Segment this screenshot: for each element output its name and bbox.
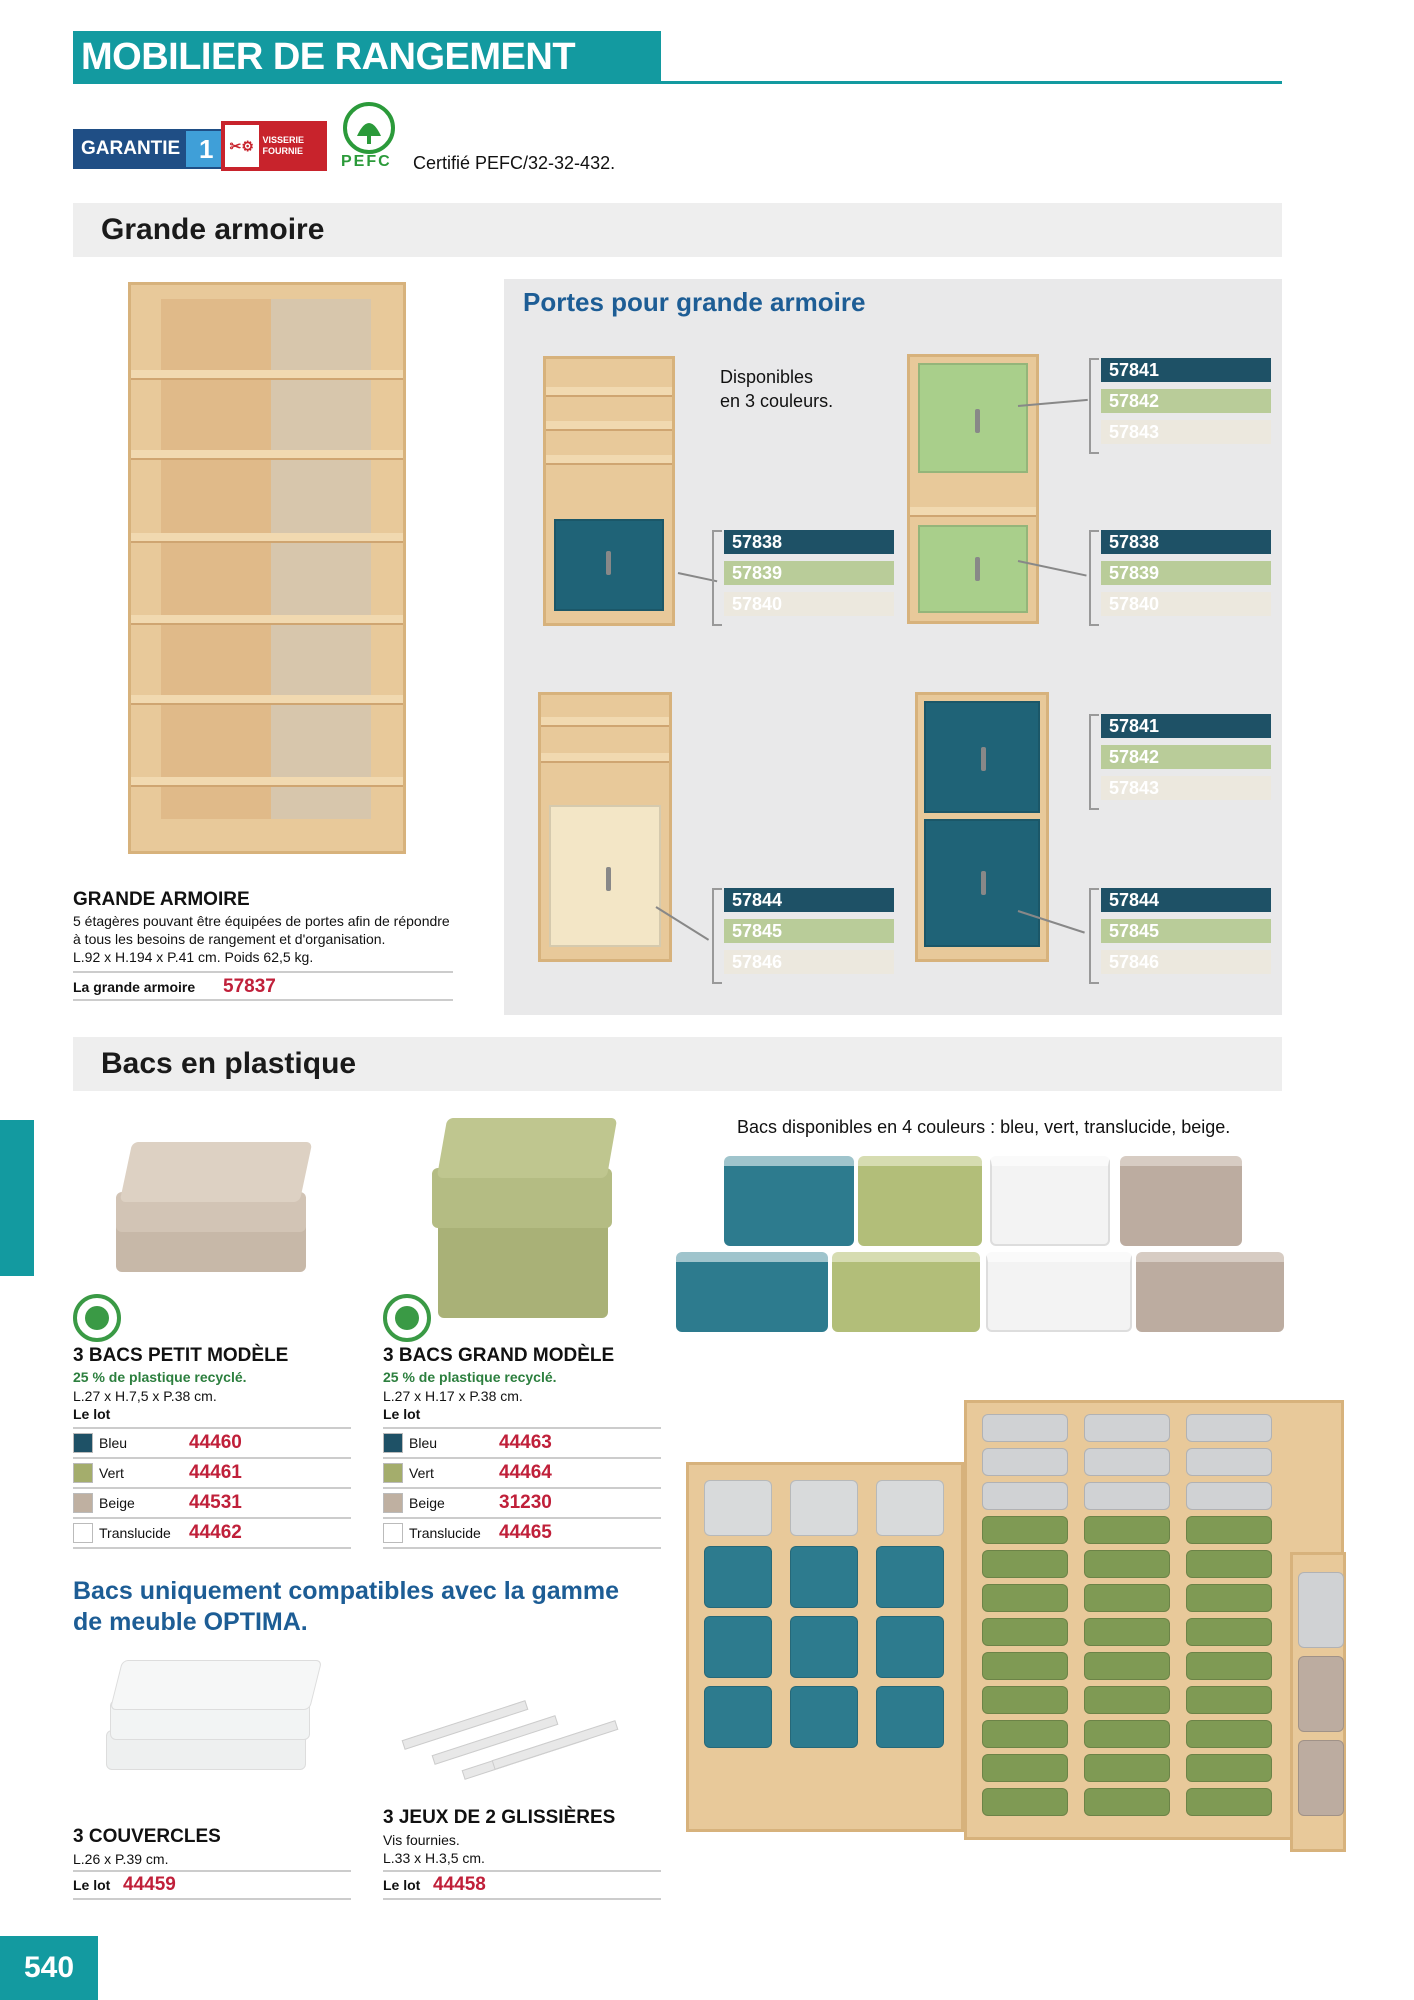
storage-bin [982, 1720, 1068, 1748]
storage-bin [1084, 1448, 1170, 1476]
door-code: 57845 [724, 919, 894, 943]
storage-bin [1186, 1720, 1272, 1748]
armoire-desc-line-3: L.92 x H.194 x P.41 cm. Poids 62,5 kg. [73, 949, 314, 965]
glissieres-image [400, 1680, 640, 1790]
color-row [73, 1489, 351, 1519]
couvercles-code: 44459 [123, 1874, 176, 1895]
visserie-badge [221, 121, 327, 171]
storage-bin [1084, 1584, 1170, 1612]
door-code-group [724, 530, 894, 623]
page-title: MOBILIER DE RANGEMENT [73, 31, 661, 83]
door-code-group [1101, 888, 1271, 981]
couvercles-lot: Le lot [73, 1877, 111, 1893]
bins-four-colors-image [676, 1148, 1284, 1342]
storage-bin [1084, 1652, 1170, 1680]
storage-bin [1186, 1414, 1272, 1442]
bracket [1089, 888, 1099, 984]
color-name: Bleu [409, 1435, 438, 1451]
door-code-group [1101, 530, 1271, 623]
storage-bin [982, 1516, 1068, 1544]
storage-bin [1186, 1788, 1272, 1816]
color-swatch [383, 1463, 403, 1483]
grand-name: 3 BACS GRAND MODÈLE [383, 1345, 615, 1366]
note-line-1: Disponibles [720, 367, 814, 387]
door-code: 57843 [1101, 776, 1271, 800]
color-name: Translucide [409, 1525, 481, 1541]
bins-colors-note: Bacs disponibles en 4 couleurs : bleu, vert, translucide, beige. [737, 1117, 1231, 1137]
petit-lot: Le lot [73, 1406, 111, 1422]
color-swatch [73, 1463, 93, 1483]
door-code: 57838 [1101, 530, 1271, 554]
pefc-logo-icon [341, 102, 397, 158]
color-swatch [383, 1523, 403, 1543]
bracket [1089, 358, 1099, 454]
armoire-desc-line-1: 5 étagères pouvant être équipées de portes afin de répondre [73, 913, 450, 929]
storage-bin [704, 1480, 772, 1536]
door-code: 57844 [1101, 888, 1271, 912]
petit-recycled: 25 % de plastique recyclé. [73, 1369, 247, 1385]
couvercles-image [96, 1660, 326, 1800]
page-number: 540 [0, 1936, 98, 2000]
door-code: 57842 [1101, 389, 1271, 413]
grande-armoire-image [128, 282, 406, 854]
storage-bin [1186, 1516, 1272, 1544]
grand-dims: L.27 x H.17 x P.38 cm. [383, 1388, 523, 1404]
side-tab [0, 1120, 34, 1276]
color-row [73, 1429, 351, 1459]
door-code: 57841 [1101, 714, 1271, 738]
glissieres-ref [383, 1870, 661, 1900]
door-code: 57845 [1101, 919, 1271, 943]
garantie-label: GARANTIE [81, 138, 181, 159]
cabinet-green-doors-image [907, 354, 1039, 624]
door-code: 57840 [1101, 592, 1271, 616]
color-code: 44461 [189, 1462, 242, 1483]
petit-dims: L.27 x H.7,5 x P.38 cm. [73, 1388, 217, 1404]
door-code: 57844 [724, 888, 894, 912]
glissieres-desc-1: Vis fournies. [383, 1832, 460, 1848]
storage-bin [982, 1482, 1068, 1510]
storage-bin [1084, 1516, 1170, 1544]
storage-bin [790, 1686, 858, 1748]
storage-bin [982, 1448, 1068, 1476]
door-code: 57839 [1101, 561, 1271, 585]
tools-icon: ✂⚙ [225, 125, 259, 167]
storage-bin [1084, 1550, 1170, 1578]
armoire-ref [73, 975, 453, 1001]
grand-color-table [383, 1427, 661, 1549]
couvercles-dims: L.26 x P.39 cm. [73, 1851, 169, 1867]
storage-bin [704, 1616, 772, 1678]
doors-title: Portes pour grande armoire [523, 287, 866, 317]
door-code-group [724, 888, 894, 981]
glissieres-name: 3 JEUX DE 2 GLISSIÈRES [383, 1807, 616, 1828]
storage-bin [982, 1414, 1068, 1442]
color-code: 44465 [499, 1522, 552, 1543]
title-underline [73, 81, 1282, 84]
storage-bin [790, 1480, 858, 1536]
storage-bin [1084, 1618, 1170, 1646]
storage-bin [982, 1550, 1068, 1578]
optima-line-2: de meuble OPTIMA. [73, 1608, 308, 1636]
bracket [1089, 714, 1099, 810]
petit-bacs-image [116, 1142, 312, 1312]
storage-bin [1186, 1686, 1272, 1714]
grand-lot: Le lot [383, 1406, 421, 1422]
storage-bin [704, 1686, 772, 1748]
color-code: 44463 [499, 1432, 552, 1453]
storage-bin [1084, 1720, 1170, 1748]
garantie-years: 1 [186, 131, 226, 167]
garantie-badge [73, 129, 228, 169]
storage-bin [876, 1616, 944, 1678]
storage-bin [982, 1754, 1068, 1782]
storage-bin [1084, 1754, 1170, 1782]
storage-bin [1186, 1618, 1272, 1646]
optima-furniture-image [686, 1400, 1346, 1890]
color-code: 44460 [189, 1432, 242, 1453]
cabinet-low-door-image [543, 356, 675, 626]
armoire-ref-code: 57837 [223, 976, 276, 997]
color-code: 44462 [189, 1522, 242, 1543]
color-swatch [73, 1493, 93, 1513]
color-code: 44464 [499, 1462, 552, 1483]
door-code: 57839 [724, 561, 894, 585]
armoire-ref-label: La grande armoire [73, 979, 196, 995]
armoire-desc-line-2: à tous les besoins de rangement et d'organisation. [73, 931, 386, 947]
storage-bin [982, 1788, 1068, 1816]
color-swatch [383, 1493, 403, 1513]
optima-line-1: Bacs uniquement compatibles avec la gamme [73, 1577, 620, 1605]
color-code: 44531 [189, 1492, 242, 1513]
storage-bin [704, 1546, 772, 1608]
section-heading-bacs: Bacs en plastique [73, 1037, 1282, 1091]
grand-bacs-image [428, 1118, 624, 1328]
storage-bin [1298, 1572, 1344, 1648]
couvercles-ref [73, 1870, 351, 1900]
armoire-description [73, 912, 463, 966]
optima-compatibility-title [73, 1576, 619, 1638]
bracket [1089, 530, 1099, 626]
divider [73, 971, 453, 973]
color-row [383, 1489, 661, 1519]
grand-recycled: 25 % de plastique recyclé. [383, 1369, 557, 1385]
storage-bin [876, 1480, 944, 1536]
door-code-group [1101, 714, 1271, 807]
storage-bin [1084, 1788, 1170, 1816]
storage-bin [982, 1618, 1068, 1646]
storage-bin [1186, 1482, 1272, 1510]
recycle-leaf-icon [73, 1294, 121, 1342]
door-code: 57838 [724, 530, 894, 554]
color-row [383, 1429, 661, 1459]
color-row [73, 1459, 351, 1489]
visserie-label: VISSERIE FOURNIE [262, 135, 305, 156]
petit-name: 3 BACS PETIT MODÈLE [73, 1345, 289, 1366]
section-heading-armoire: Grande armoire [73, 203, 1282, 257]
note-line-2: en 3 couleurs. [720, 391, 834, 411]
storage-bin [1186, 1754, 1272, 1782]
color-swatch [73, 1433, 93, 1453]
storage-bin [790, 1616, 858, 1678]
recycle-leaf-icon [383, 1294, 431, 1342]
storage-bin [876, 1546, 944, 1608]
door-code: 57840 [724, 592, 894, 616]
certification-text: Certifié PEFC/32-32-432. [413, 153, 616, 173]
color-name: Beige [409, 1495, 445, 1511]
storage-bin [982, 1686, 1068, 1714]
door-code: 57846 [724, 950, 894, 974]
cabinet-beige-doors-image [538, 692, 672, 962]
door-code: 57841 [1101, 358, 1271, 382]
bracket [712, 530, 722, 626]
storage-bin [790, 1546, 858, 1608]
glissieres-code: 44458 [433, 1874, 486, 1895]
color-name: Bleu [99, 1435, 128, 1451]
color-name: Translucide [99, 1525, 171, 1541]
storage-bin [1186, 1584, 1272, 1612]
color-name: Beige [99, 1495, 135, 1511]
storage-bin [1084, 1414, 1170, 1442]
color-code: 31230 [499, 1492, 552, 1513]
glissieres-desc-2: L.33 x H.3,5 cm. [383, 1850, 485, 1866]
cabinet-teal-doors-image [915, 692, 1049, 962]
storage-bin [1084, 1686, 1170, 1714]
armoire-name: GRANDE ARMOIRE [73, 889, 250, 910]
pefc-label: PEFC [341, 153, 392, 170]
storage-bin [1298, 1740, 1344, 1816]
storage-bin [982, 1584, 1068, 1612]
color-row [383, 1459, 661, 1489]
storage-bin [876, 1686, 944, 1748]
color-row [73, 1519, 351, 1549]
storage-bin [1084, 1482, 1170, 1510]
glissieres-lot: Le lot [383, 1877, 421, 1893]
doors-availability-note [720, 365, 833, 413]
color-swatch [383, 1433, 403, 1453]
storage-bin [1298, 1656, 1344, 1732]
petit-color-table [73, 1427, 351, 1549]
color-row [383, 1519, 661, 1549]
door-code: 57843 [1101, 420, 1271, 444]
couvercles-name: 3 COUVERCLES [73, 1826, 221, 1847]
color-name: Vert [409, 1465, 434, 1481]
storage-bin [982, 1652, 1068, 1680]
color-swatch [73, 1523, 93, 1543]
storage-bin [1186, 1652, 1272, 1680]
storage-bin [1186, 1550, 1272, 1578]
color-name: Vert [99, 1465, 124, 1481]
storage-bin [1186, 1448, 1272, 1476]
door-code-group [1101, 358, 1271, 451]
door-code: 57842 [1101, 745, 1271, 769]
bracket [712, 888, 722, 984]
door-code: 57846 [1101, 950, 1271, 974]
